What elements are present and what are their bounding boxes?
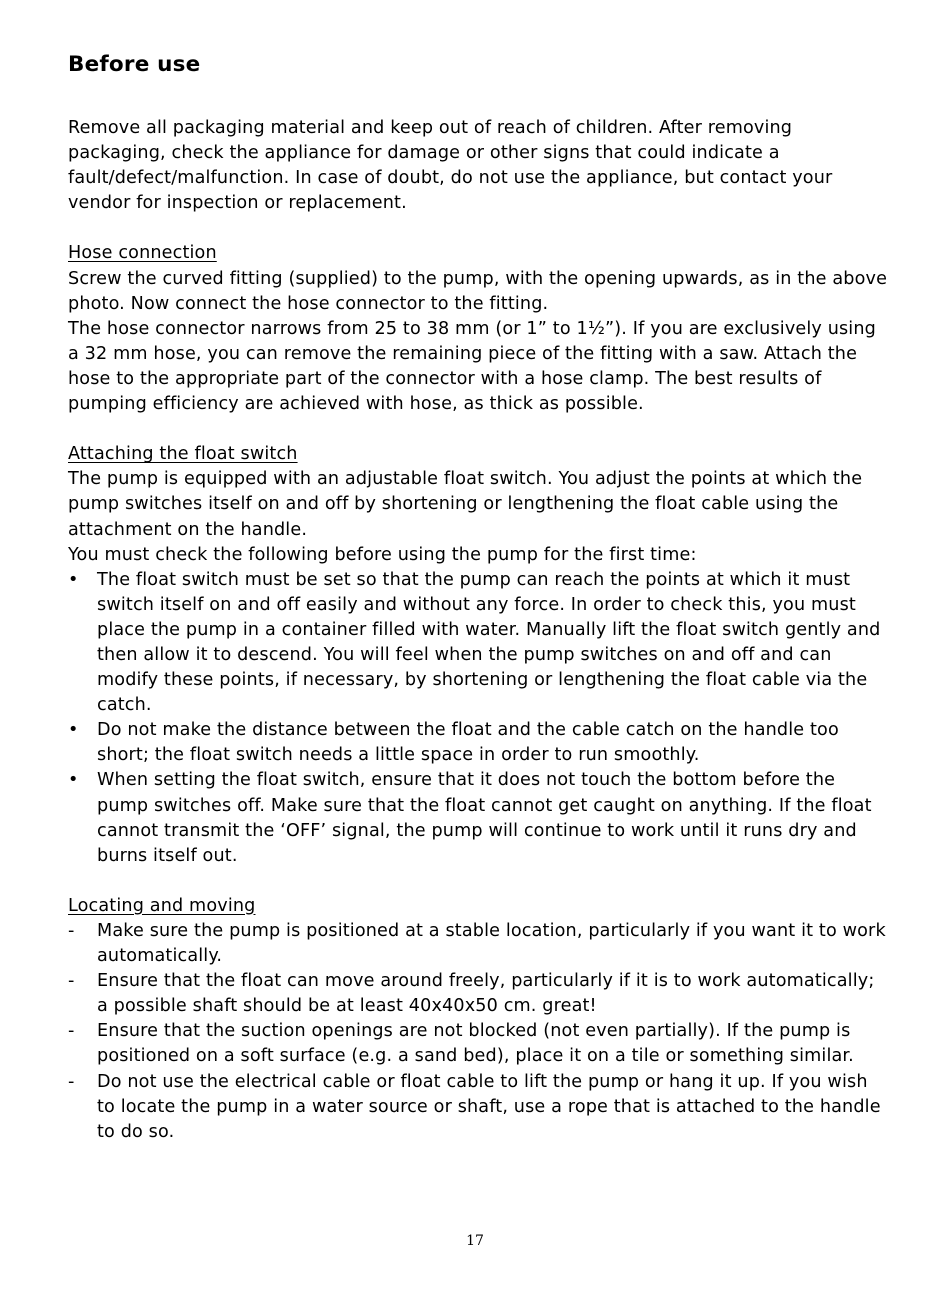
list-item-text: Do not use the electrical cable or float cable to lift the pump or hang it up. If you wish to locate the pump in a water source or shaft, use a rope that is attached to the handle to do so. <box>97 1071 881 1142</box>
list-item-text: Do not make the distance between the float and the cable catch on the handle too short; the float switch needs a little space in order to run smoothly. <box>97 720 839 766</box>
list-item <box>68 919 888 969</box>
list-item <box>68 1019 888 1069</box>
page-title: Before use <box>68 52 201 77</box>
dash-marker: - <box>68 971 75 992</box>
list-item <box>68 718 888 768</box>
bullet-marker: • <box>68 569 79 590</box>
bullet-marker: • <box>68 770 79 791</box>
list-item-text: Make sure the pump is positioned at a stable location, particularly if you want it to work automatically. <box>97 921 886 967</box>
list-item <box>68 768 888 868</box>
float-checklist <box>68 568 888 869</box>
list-item <box>68 969 888 1019</box>
hose-paragraph-2: The hose connector narrows from 25 to 38 mm (or 1” to 1½”). If you are exclusively using a 32 mm hose, you can remove the remaining piece of the fitting with a saw. Attach the hose to the appropriate part of the connector with a hose clamp. The best results of pumping efficiency are achieved with hose, as thick as possible. <box>68 318 876 415</box>
float-paragraph-2: You must check the following before using the pump for the first time: <box>68 544 697 565</box>
intro-paragraph: Remove all packaging material and keep out of reach of children. After removing packaging, check the appliance for damage or other signs that could indicate a fault/defect/malfunction. In case of doubt, do not use the appliance, but contact your vendor for inspection or replacement. <box>68 118 833 214</box>
dash-marker: - <box>68 1071 75 1092</box>
list-item-text: When setting the float switch, ensure that it does not touch the bottom before the pump switches off. Make sure that the float cannot get caught on anything. If the float cannot transmit the ‘OFF’ signal, the pump will continue to work until it runs dry and burns itself out. <box>97 770 872 866</box>
bullet-marker: • <box>68 720 79 741</box>
spacer <box>68 417 888 442</box>
list-item <box>68 568 888 719</box>
list-item-text: The float switch must be set so that the pump can reach the points at which it must switch itself on and off easily and without any force. In order to check this, you must place the pump in a container filled with water. Manually lift the float switch gently and then allow it to descend. You will feel when the pump switches on and off and can modify these points, if necessary, by shortening or lengthening the float cable via the catch. <box>97 569 881 716</box>
locating-moving-heading: Locating and moving <box>68 895 256 916</box>
list-item <box>68 1070 888 1145</box>
float-switch-heading: Attaching the float switch <box>68 444 298 465</box>
dash-marker: - <box>68 921 75 941</box>
list-item-text: Ensure that the suction openings are not blocked (not even partially). If the pump is positioned on a soft surface (e.g. a sand bed), place it on a tile or something similar. <box>97 1021 854 1067</box>
locating-list <box>68 919 888 1145</box>
hose-paragraph-1: Screw the curved fitting (supplied) to the pump, with the opening upwards, as in the above photo. Now connect the hose connector to the fitting. <box>68 268 888 314</box>
list-item-text: Ensure that the float can move around freely, particularly if it is to work automatically; a possible shaft should be at least 40x40x50 cm. great! <box>97 971 875 1017</box>
spacer <box>68 869 888 894</box>
spacer <box>68 216 888 241</box>
page-content <box>68 50 888 1145</box>
hose-connection-heading: Hose connection <box>68 243 217 264</box>
page-number: 17 <box>466 1233 484 1249</box>
dash-marker: - <box>68 1021 75 1042</box>
float-paragraph-1: The pump is equipped with an adjustable float switch. You adjust the points at which the pump switches itself on and off by shortening or lengthening the float cable using the attachment on the handle. <box>68 469 863 540</box>
